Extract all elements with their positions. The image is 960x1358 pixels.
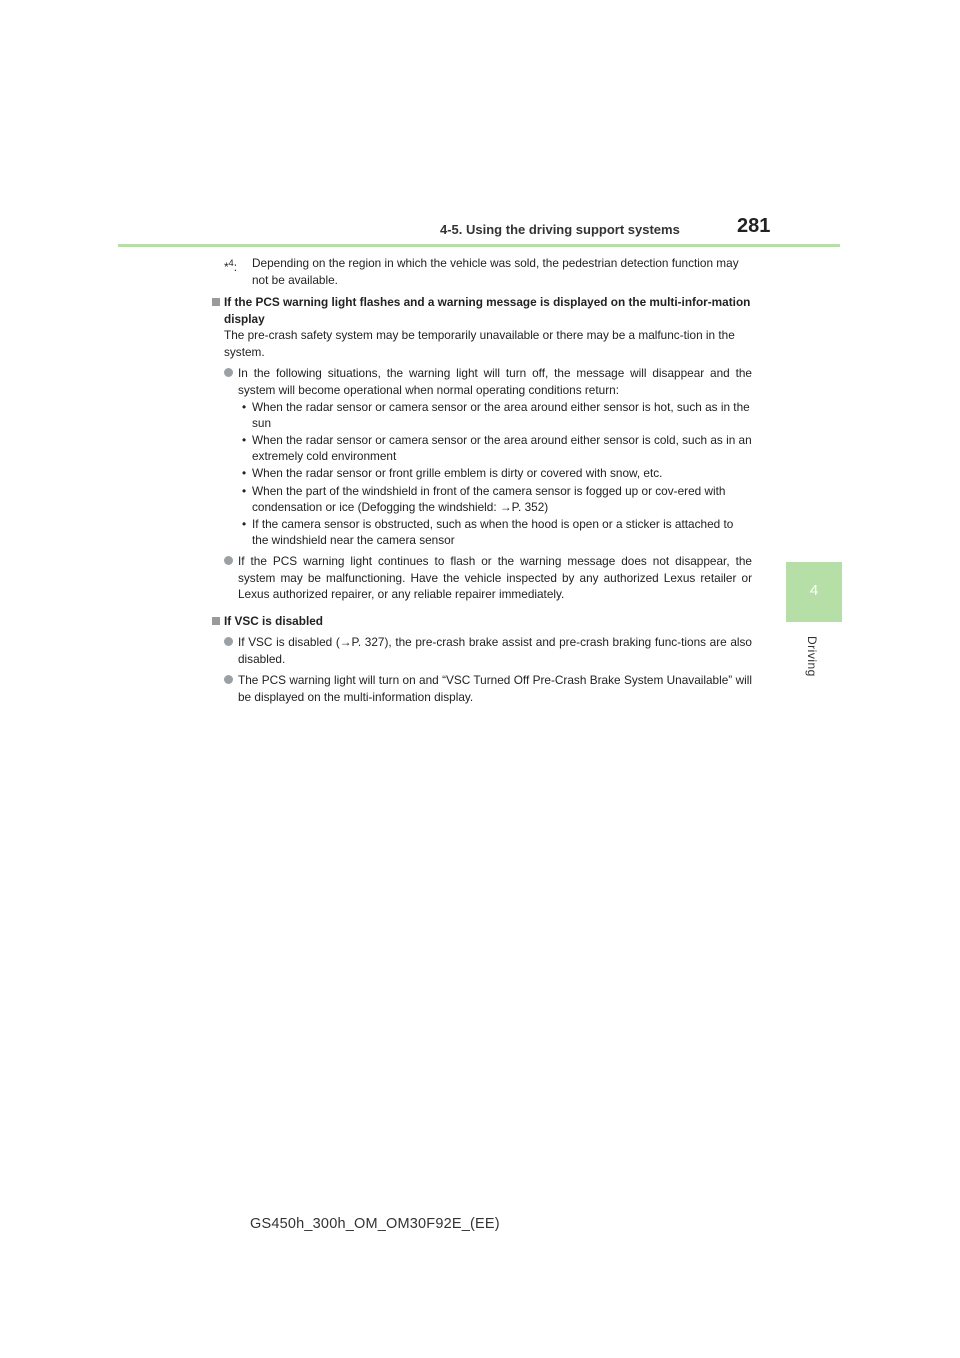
section-intro: The pre-crash safety system may be temporarily unavailable or there may be a malfunc-tion in the system.: [224, 328, 735, 359]
dot-bullet-icon: •: [242, 433, 247, 448]
dot-bullet-icon: •: [242, 400, 247, 414]
circle-bullet-icon: [224, 637, 233, 646]
sub-list-item: • When the radar sensor or front grille emblem is dirty or covered with snow, etc.: [242, 466, 663, 481]
document-code: GS450h_300h_OM_OM30F92E_(EE): [250, 1216, 500, 1232]
list-item: In the following situations, the warning light will turn off, the message will disappear and the system will become operational when normal operating conditions return:: [212, 365, 752, 398]
square-bullet-icon: [212, 298, 220, 306]
section-heading-vsc-disabled: If VSC is disabled: [212, 613, 752, 630]
sub-list-item: • When the radar sensor or camera sensor or the area around either sensor is hot, such as in the sun: [242, 400, 750, 430]
footnote-mark: *$^4$:: [224, 258, 238, 274]
chapter-number: 4: [809, 582, 819, 599]
chapter-tab: [786, 562, 842, 622]
footnote-text: Depending on the region in which the vehicle was sold, the pedestrian detection function may not be available.: [252, 256, 739, 287]
dot-bullet-icon: •: [242, 466, 247, 481]
sub-list-item: • If the camera sensor is obstructed, such as when the hood is open or a sticker is attached to the windshield near the camera sensor: [242, 517, 734, 547]
sub-list-item: • When the part of the windshield in front of the camera sensor is fogged up or cov-ered with condensation or ice (Defogging the windshield: →P. 352): [242, 483, 726, 514]
dot-bullet-icon: •: [242, 517, 247, 532]
chapter-label: Driving: [805, 636, 819, 677]
dot-bullet-icon: •: [242, 483, 247, 498]
footnote: [212, 255, 752, 288]
circle-bullet-icon: [224, 675, 233, 684]
page-number: 281: [737, 215, 771, 237]
square-bullet-icon: [212, 617, 220, 625]
section-heading-pcs-warning: If the PCS warning light flashes and a warning message is displayed on the multi-infor-mation display: [212, 294, 752, 327]
page-content: [212, 255, 752, 705]
list-item: The PCS warning light will turn on and “VSC Turned Off Pre-Crash Brake System Unavailable” will be displayed on the multi-information display.: [212, 672, 752, 705]
list-item: If VSC is disabled (→P. 327), the pre-crash brake assist and pre-crash braking func-tions are also disabled.: [212, 634, 752, 667]
sub-list-item: • When the radar sensor or camera sensor or the area around either sensor is cold, such as in an extremely cold environment: [242, 433, 752, 463]
section-title: 4-5. Using the driving support systems: [440, 222, 680, 237]
header-rule: [118, 244, 840, 247]
circle-bullet-icon: [224, 556, 233, 565]
list-item: If the PCS warning light continues to flash or the warning message does not disappear, the system may be malfunctioning. Have the vehicle inspected by any authorized Lexus retailer or Lexus authorized repairer, or any reliable repairer immediately.: [212, 553, 752, 603]
circle-bullet-icon: [224, 368, 233, 377]
